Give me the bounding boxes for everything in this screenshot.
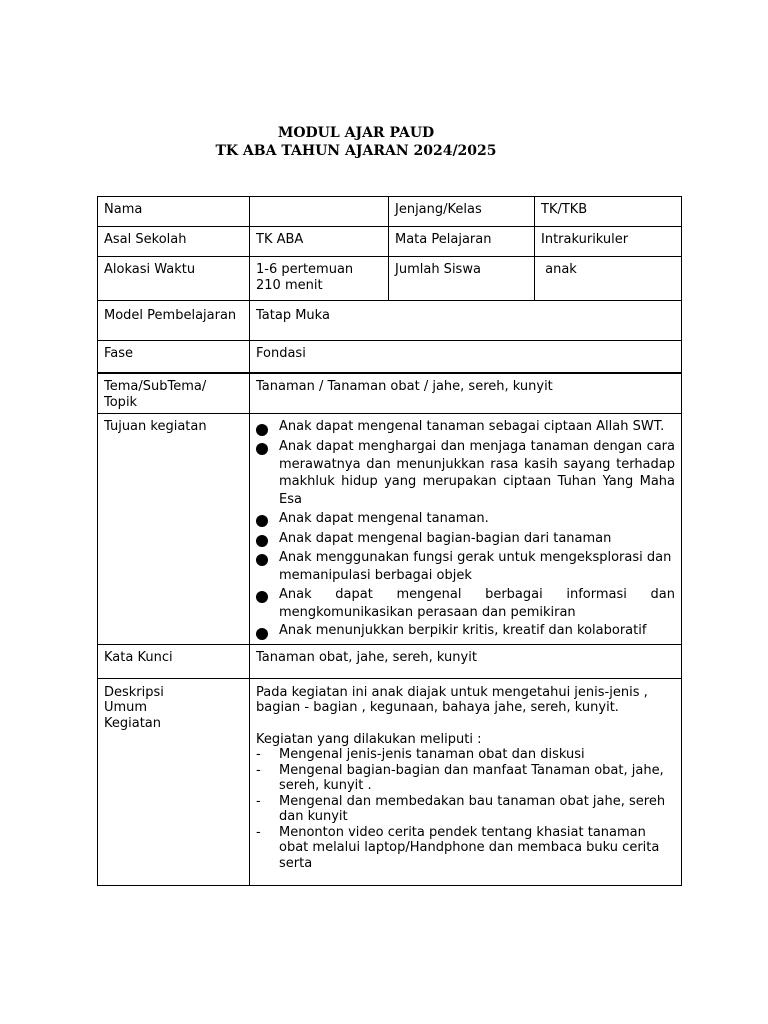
label-model-pembelajaran: Model Pembelajaran	[98, 301, 250, 341]
dash-marker: -	[256, 762, 261, 778]
label-deskripsi-line: Umum	[104, 700, 148, 715]
list-item	[256, 530, 675, 548]
label-deskripsi	[98, 678, 250, 885]
document-subtitle: TK ABA TAHUN AJARAN 2024/2025	[215, 143, 497, 159]
bullet-icon	[256, 535, 268, 547]
row-tujuan-kegiatan	[98, 414, 682, 645]
list-item-text: Anak dapat mengenal bagian-bagian dari tanaman	[279, 530, 612, 546]
bullet-icon	[256, 443, 268, 455]
list-item-text: Mengenal bagian-bagian dan manfaat Tanaman obat, jahe, sereh, kunyit .	[279, 762, 664, 793]
label-tujuan-kegiatan: Tujuan kegiatan	[98, 414, 250, 645]
list-item	[256, 510, 675, 528]
bullet-icon	[256, 554, 268, 566]
dash-marker: -	[256, 747, 261, 762]
value-alokasi-waktu: 1-6 pertemuan 210 menit	[250, 257, 389, 301]
bullet-icon	[256, 591, 268, 603]
deskripsi-subheading: Kegiatan yang dilakukan meliputi :	[256, 731, 482, 747]
dash-marker: -	[256, 793, 261, 809]
label-jenjang-kelas: Jenjang/Kelas	[389, 197, 535, 227]
value-model-pembelajaran: Tatap Muka	[250, 301, 682, 341]
bullet-icon	[256, 628, 268, 640]
bullet-icon	[256, 424, 268, 436]
value-fase: Fondasi	[250, 341, 682, 374]
row-alokasi-waktu	[98, 257, 682, 301]
list-item-text: Menonton video cerita pendek tentang khasiat tanaman obat melalui laptop/Handphone dan membaca buku cerita serta	[279, 824, 660, 871]
list-item	[256, 549, 675, 584]
row-deskripsi	[98, 678, 682, 885]
kegiatan-list	[256, 747, 675, 871]
list-item	[256, 438, 675, 508]
tujuan-list	[256, 419, 675, 639]
label-asal-sekolah: Asal Sekolah	[98, 227, 250, 257]
label-alokasi-waktu: Alokasi Waktu	[98, 257, 250, 301]
value-jumlah-siswa: anak	[535, 257, 682, 301]
row-model-pembelajaran	[98, 301, 682, 341]
label-deskripsi-line: Deskripsi	[104, 684, 164, 700]
bullet-icon	[256, 515, 268, 527]
list-item	[256, 586, 675, 621]
label-tema: Tema/SubTema/ Topik	[98, 373, 250, 414]
label-deskripsi-line: Kegiatan	[104, 715, 162, 731]
row-kata-kunci	[98, 644, 682, 678]
label-nama: Nama	[98, 197, 250, 227]
list-item-text: Anak dapat menghargai dan menjaga tanaman dengan cara merawatnya dan menunjukkan rasa kasih sayang terhadap makhluk hidup yang merupakan ciptaan Tuhan Yang Maha Esa	[279, 439, 675, 507]
list-item-text: Anak dapat mengenal tanaman.	[279, 511, 489, 526]
value-mata-pelajaran: Intrakurikuler	[535, 227, 682, 257]
value-asal-sekolah: TK ABA	[250, 227, 389, 257]
label-fase: Fase	[98, 341, 250, 374]
value-jenjang-kelas: TK/TKB	[535, 197, 682, 227]
deskripsi-intro: Pada kegiatan ini anak diajak untuk mengetahui jenis-jenis , bagian - bagian , kegunaan, bahaya jahe, sereh, kunyit.	[256, 684, 648, 715]
value-tema: Tanaman / Tanaman obat / jahe, sereh, kunyit	[250, 373, 682, 414]
list-item-text: Anak dapat mengenal tanaman sebagai ciptaan Allah SWT.	[279, 419, 665, 434]
value-kata-kunci: Tanaman obat, jahe, sereh, kunyit	[250, 644, 682, 678]
list-item	[256, 623, 675, 639]
list-item-text: Mengenal jenis-jenis tanaman obat dan diskusi	[279, 747, 585, 762]
dash-marker: -	[256, 824, 261, 840]
label-mata-pelajaran: Mata Pelajaran	[389, 227, 535, 257]
document-title: MODUL AJAR PAUD	[277, 125, 435, 141]
label-jumlah-siswa: Jumlah Siswa	[389, 257, 535, 301]
value-deskripsi	[250, 678, 682, 885]
value-nama	[250, 197, 389, 227]
list-item-text: Anak menggunakan fungsi gerak untuk mengeksplorasi dan memanipulasi berbagai objek	[279, 550, 672, 583]
list-item	[256, 419, 675, 434]
row-asal-sekolah	[98, 227, 682, 257]
value-tujuan-kegiatan	[250, 414, 682, 645]
list-item	[256, 763, 675, 794]
list-item-text: Anak dapat mengenal berbagai informasi dan mengkomunikasikan perasaan dan pemikiran	[279, 587, 675, 620]
list-item-text: Mengenal dan membedakan bau tanaman obat jahe, sereh dan kunyit	[279, 793, 666, 824]
row-tema	[98, 373, 682, 414]
list-item	[256, 794, 675, 825]
list-item	[256, 825, 675, 872]
modul-ajar-table	[97, 196, 682, 886]
row-nama	[98, 197, 682, 227]
list-item-text: Anak menunjukkan berpikir kritis, kreatif dan kolaboratif	[279, 623, 647, 638]
label-kata-kunci: Kata Kunci	[98, 644, 250, 678]
list-item	[256, 747, 675, 763]
row-fase	[98, 341, 682, 374]
